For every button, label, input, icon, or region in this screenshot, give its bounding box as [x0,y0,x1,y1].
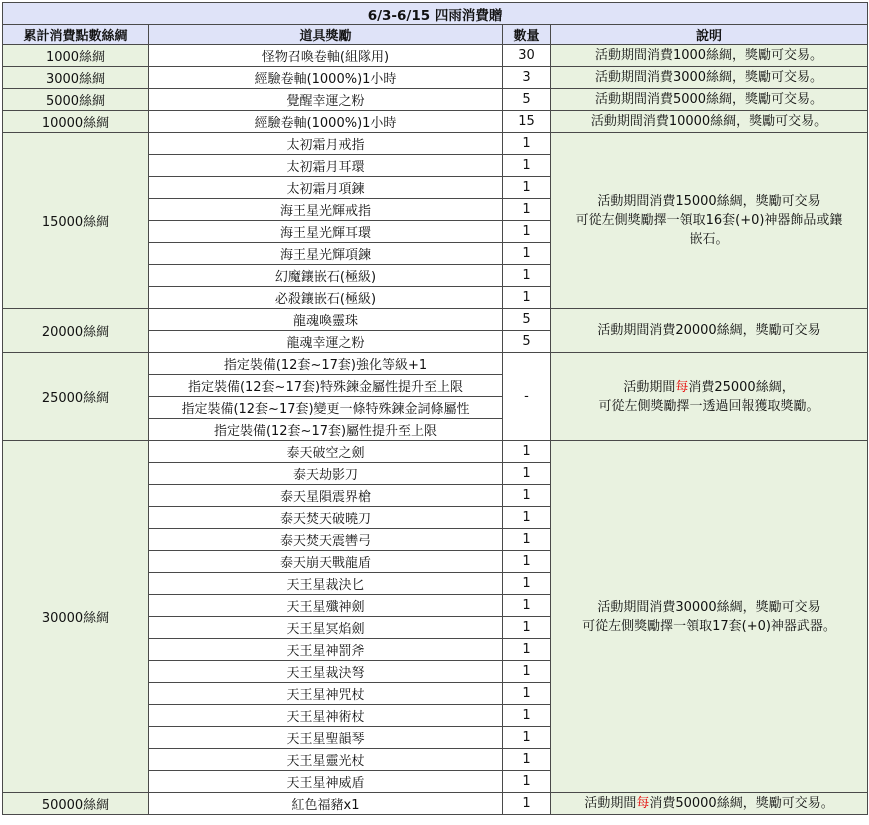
threshold-cell: 20000絲綢 [3,309,149,353]
description-line [553,397,865,416]
reward-item-cell: 天王星神咒杖 [149,683,503,705]
reward-item-cell: 海王星光輝耳環 [149,221,503,243]
reward-item-cell: 指定裝備(12套~17套)強化等級+1 [149,353,503,375]
reward-item-cell: 天王星神威盾 [149,771,503,793]
quantity-cell: 1 [503,595,551,617]
quantity-cell: 5 [503,309,551,331]
description-text: 活動期間消費15000絲綢，獎勵可交易 [597,194,821,209]
reward-item-cell: 必殺鑲嵌石(極級) [149,287,503,309]
reward-item-cell: 天王星裁決弩 [149,661,503,683]
quantity-cell: 1 [503,639,551,661]
description-line [553,112,865,131]
quantity-cell: 1 [503,551,551,573]
reward-item-cell: 泰天破空之劍 [149,441,503,463]
description-line [553,230,865,249]
description-text: 活動期間 [584,796,637,811]
description-line [553,321,865,340]
threshold-cell: 50000絲綢 [3,793,149,815]
quantity-cell: 30 [503,45,551,67]
reward-item-cell: 天王星神術杖 [149,705,503,727]
reward-item-cell: 指定裝備(12套~17套)變更一條特殊鍊金詞條屬性 [149,397,503,419]
reward-item-cell: 經驗卷軸(1000%)1小時 [149,67,503,89]
table-row [3,67,868,89]
description-cell [551,45,868,67]
reward-item-cell: 泰天星隕震界槍 [149,485,503,507]
quantity-cell: 1 [503,221,551,243]
quantity-cell: 1 [503,243,551,265]
description-cell [551,441,868,793]
reward-item-cell: 太初霜月項鍊 [149,177,503,199]
description-text: 可從左側獎勵擇一領取17套(+0)神器武器。 [582,618,836,634]
header-description: 說明 [551,25,868,45]
table-title: 6/3-6/15 四雨消費贈 [3,3,868,25]
reward-item-cell: 泰天焚天破曉刀 [149,507,503,529]
threshold-cell: 30000絲綢 [3,441,149,793]
quantity-cell: 1 [503,507,551,529]
description-line [553,68,865,87]
header-reward: 道具獎勵 [149,25,503,45]
quantity-cell: 5 [503,331,551,353]
threshold-cell: 1000絲綢 [3,45,149,67]
description-text: 消費50000絲綢，獎勵可交易。 [649,796,834,811]
table-row [3,45,868,67]
description-line [553,90,865,109]
reward-item-cell: 覺醒幸運之粉 [149,89,503,111]
description-text: 活動期間消費3000絲綢，獎勵可交易。 [594,70,824,85]
table-row [3,353,868,375]
quantity-cell: 1 [503,683,551,705]
table-row [3,441,868,463]
quantity-cell: 1 [503,441,551,463]
quantity-cell: 1 [503,177,551,199]
description-cell [551,353,868,441]
quantity-cell: 1 [503,199,551,221]
quantity-cell: 1 [503,287,551,309]
quantity-cell: 1 [503,485,551,507]
quantity-cell: 1 [503,463,551,485]
reward-item-cell: 太初霜月戒指 [149,133,503,155]
quantity-cell: 1 [503,265,551,287]
reward-item-cell: 太初霜月耳環 [149,155,503,177]
highlight-text: 每 [675,379,689,395]
header-threshold: 累計消費點數絲綢 [3,25,149,45]
description-cell [551,309,868,353]
reward-table-container [2,2,867,823]
description-text: 嵌石。 [689,232,729,247]
description-text: 活動期間消費20000絲綢，獎勵可交易 [597,323,821,338]
table-row [3,133,868,155]
highlight-text: 每 [636,796,650,811]
quantity-cell: 1 [503,771,551,793]
table-row [3,89,868,111]
description-text: 可從左側獎勵擇一透過回報獲取獎勵。 [598,398,820,414]
reward-item-cell: 怪物召喚卷軸(組隊用) [149,45,503,67]
reward-item-cell: 天王星冥焰劍 [149,617,503,639]
reward-item-cell: 指定裝備(12套~17套)特殊鍊金屬性提升至上限 [149,375,503,397]
table-body [3,45,868,815]
reward-item-cell: 泰天焚天震轡弓 [149,529,503,551]
reward-item-cell: 天王星神罰斧 [149,639,503,661]
quantity-cell: 1 [503,749,551,771]
description-line [553,192,865,211]
description-line [553,46,865,65]
table-row [3,309,868,331]
reward-item-cell: 泰天劫影刀 [149,463,503,485]
reward-item-cell: 海王星光輝項鍊 [149,243,503,265]
description-line [553,794,865,813]
description-text: 活動期間消費1000絲綢，獎勵可交易。 [594,48,824,63]
reward-item-cell: 天王星聖韻琴 [149,727,503,749]
quantity-cell: 1 [503,155,551,177]
quantity-cell: 1 [503,529,551,551]
quantity-cell: 1 [503,793,551,815]
quantity-cell: 15 [503,111,551,133]
description-line [553,211,865,230]
header-quantity: 數量 [503,25,551,45]
quantity-cell: 1 [503,617,551,639]
reward-item-cell: 泰天崩天戰龍盾 [149,551,503,573]
quantity-cell: 1 [503,573,551,595]
reward-item-cell: 指定裝備(12套~17套)屬性提升至上限 [149,419,503,441]
reward-item-cell: 紅色福豬x1 [149,793,503,815]
description-text: 活動期間消費10000絲綢，獎勵可交易。 [590,114,828,129]
description-text: 消費25000絲綢， [688,379,795,395]
description-text: 活動期間消費5000絲綢，獎勵可交易。 [594,92,824,107]
threshold-cell: 15000絲綢 [3,133,149,309]
description-cell [551,67,868,89]
quantity-cell: - [503,353,551,441]
reward-item-cell: 龍魂幸運之粉 [149,331,503,353]
quantity-cell: 1 [503,661,551,683]
reward-item-cell: 天王星殲神劍 [149,595,503,617]
description-text: 可從左側獎勵擇一領取16套(+0)神器飾品或鑲 [575,213,843,228]
table-row [3,111,868,133]
threshold-cell: 5000絲綢 [3,89,149,111]
table-row [3,793,868,815]
reward-item-cell: 天王星裁決匕 [149,573,503,595]
description-cell [551,111,868,133]
threshold-cell: 25000絲綢 [3,353,149,441]
threshold-cell: 3000絲綢 [3,67,149,89]
reward-item-cell: 天王星靈光杖 [149,749,503,771]
reward-item-cell: 海王星光輝戒指 [149,199,503,221]
quantity-cell: 3 [503,67,551,89]
description-cell [551,89,868,111]
description-line [553,378,865,397]
quantity-cell: 5 [503,89,551,111]
description-text: 活動期間消費30000絲綢，獎勵可交易 [597,599,821,615]
reward-item-cell: 幻魔鑲嵌石(極級) [149,265,503,287]
description-text: 活動期間 [623,379,676,395]
quantity-cell: 1 [503,133,551,155]
quantity-cell: 1 [503,705,551,727]
quantity-cell: 1 [503,727,551,749]
description-line [553,598,865,617]
reward-item-cell: 龍魂喚靈珠 [149,309,503,331]
description-line [553,617,865,636]
description-cell [551,133,868,309]
reward-item-cell: 經驗卷軸(1000%)1小時 [149,111,503,133]
description-cell [551,793,868,815]
threshold-cell: 10000絲綢 [3,111,149,133]
reward-table [2,2,868,815]
